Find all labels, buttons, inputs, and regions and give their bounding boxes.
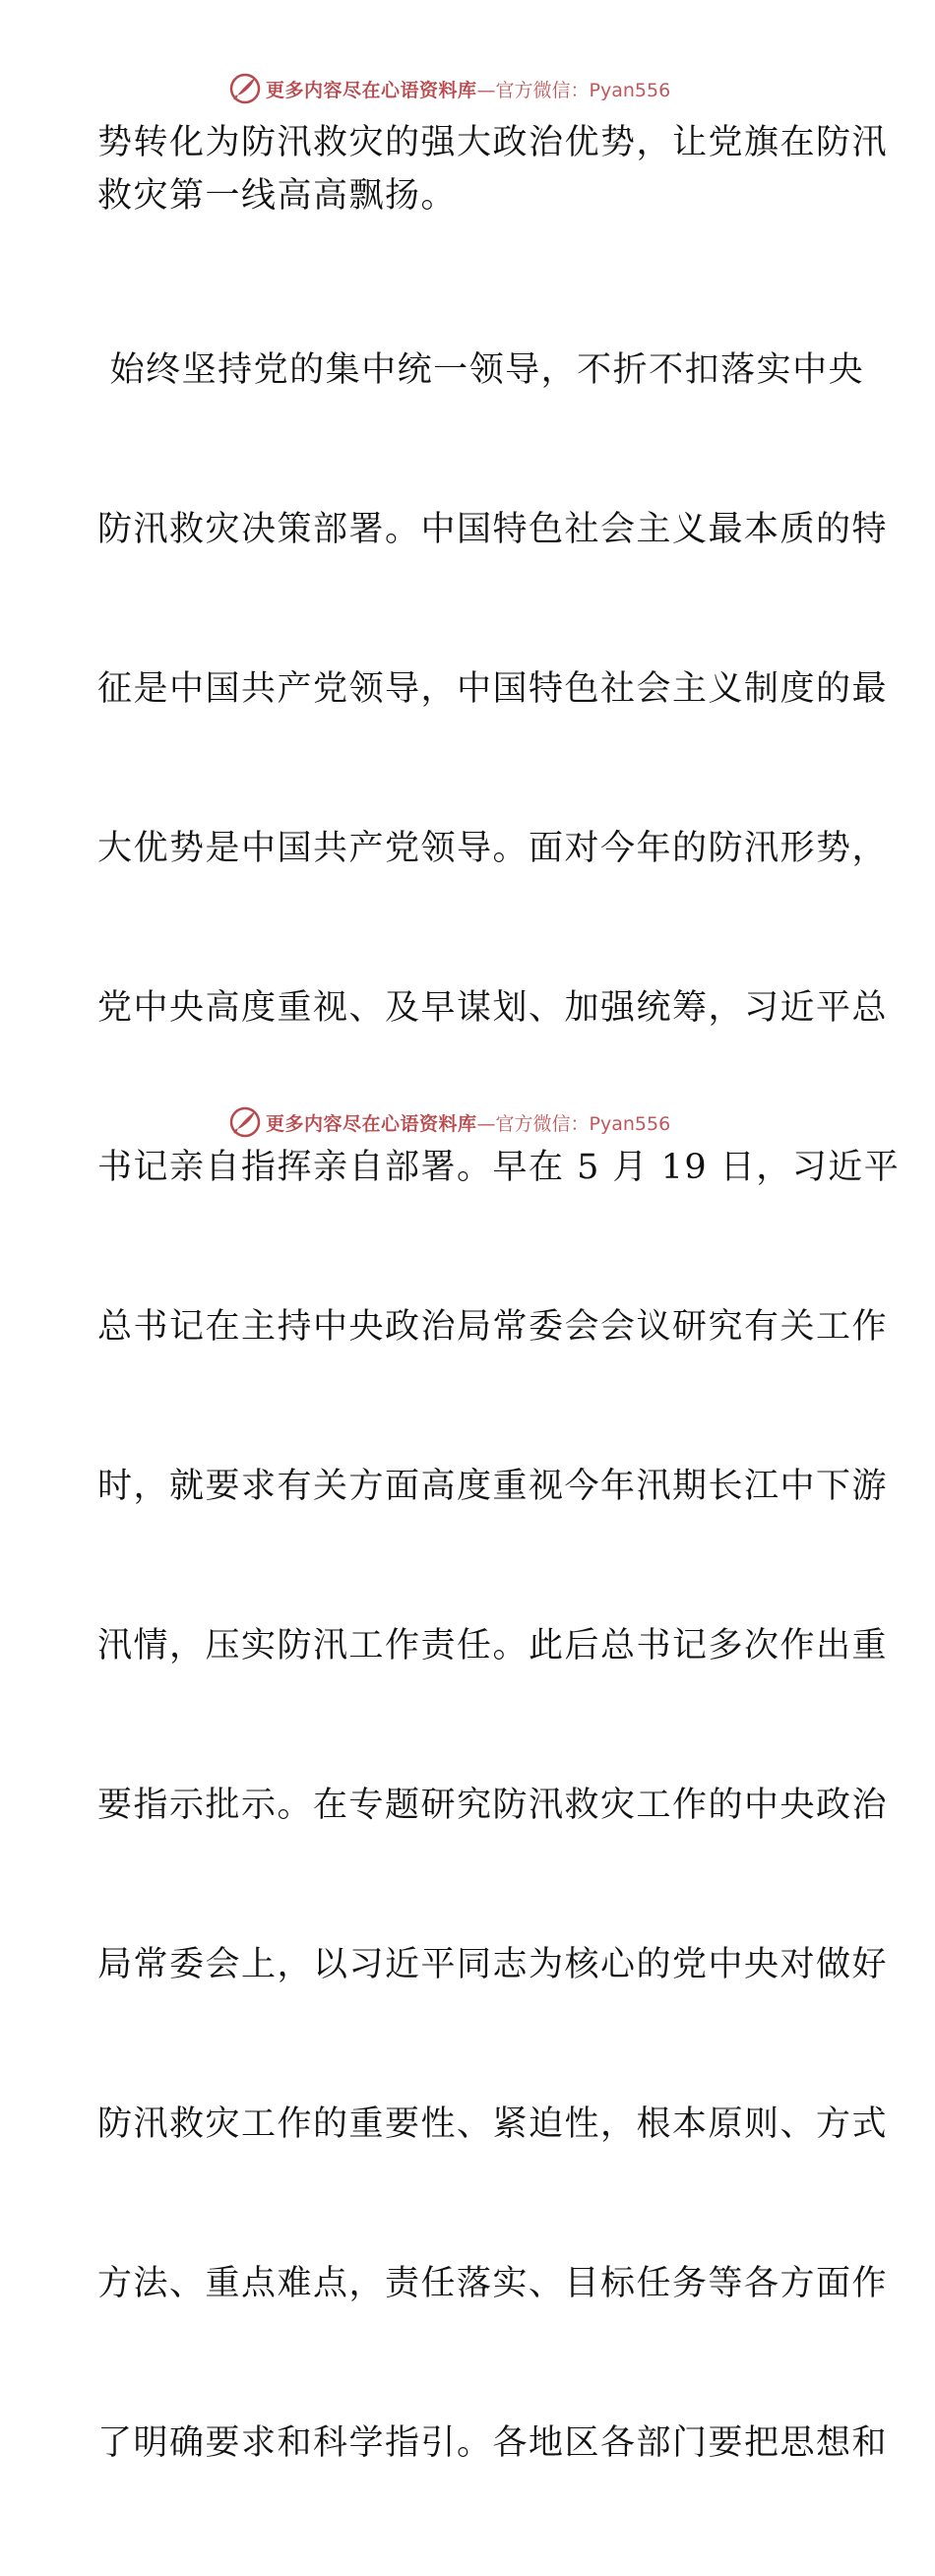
text-line: 始终坚持党的集中统一领导，不折不扣落实中央 — [97, 350, 865, 390]
text-line: 方法、重点难点，责任落实、目标任务等各方面作 — [97, 2264, 889, 2303]
document-body — [97, 116, 901, 2576]
text-line: 要指示批示。在专题研究防汛救灾工作的中央政治 — [97, 1786, 889, 1825]
text-line: 汛情，压实防汛工作责任。此后总书记多次作出重 — [97, 1626, 889, 1665]
text-line: 势转化为防汛救灾的强大政治优势，让党旗在防汛 — [97, 123, 889, 162]
text-line: 征是中国共产党领导，中国特色社会主义制度的最 — [97, 669, 889, 709]
paragraph-2 — [97, 237, 901, 2576]
text-line: 防汛救灾工作的重要性、紧迫性，根本原则、方式 — [97, 2105, 889, 2144]
footer-watermark — [228, 1104, 670, 1140]
watermark-text: 更多内容尽在心语资料库 — [266, 1112, 477, 1135]
watermark-text: 更多内容尽在心语资料库 — [266, 79, 477, 101]
text-line: 大优势是中国共产党领导。面对今年的防汛形势， — [97, 829, 889, 868]
text-line: 救灾第一线高高飘扬。 — [97, 176, 458, 216]
quill-logo-icon — [228, 72, 262, 105]
header-watermark — [228, 71, 670, 106]
text-line: 总书记在主持中央政治局常委会会议研究有关工作 — [97, 1307, 889, 1347]
text-line: 书记亲自指挥亲自部署。早在 5 月 19 日，习近平 — [97, 1148, 901, 1187]
text-line: 防汛救灾决策部署。中国特色社会主义最本质的特 — [97, 510, 889, 549]
text-line: 了明确要求和科学指引。各地区各部门要把思想和 — [97, 2423, 889, 2463]
text-line: 党中央高度重视、及早谋划、加强统筹，习近平总 — [97, 988, 889, 1028]
text-line: 时，就要求有关方面高度重视今年汛期长江中下游 — [97, 1467, 889, 1506]
quill-logo-icon — [228, 1105, 262, 1139]
paragraph-1 — [97, 116, 889, 222]
watermark-contact: —官方微信：Pyan556 — [476, 79, 671, 101]
text-line: 局常委会上，以习近平同志为核心的党中央对做好 — [97, 1945, 889, 1984]
watermark-contact: —官方微信：Pyan556 — [476, 1112, 671, 1135]
